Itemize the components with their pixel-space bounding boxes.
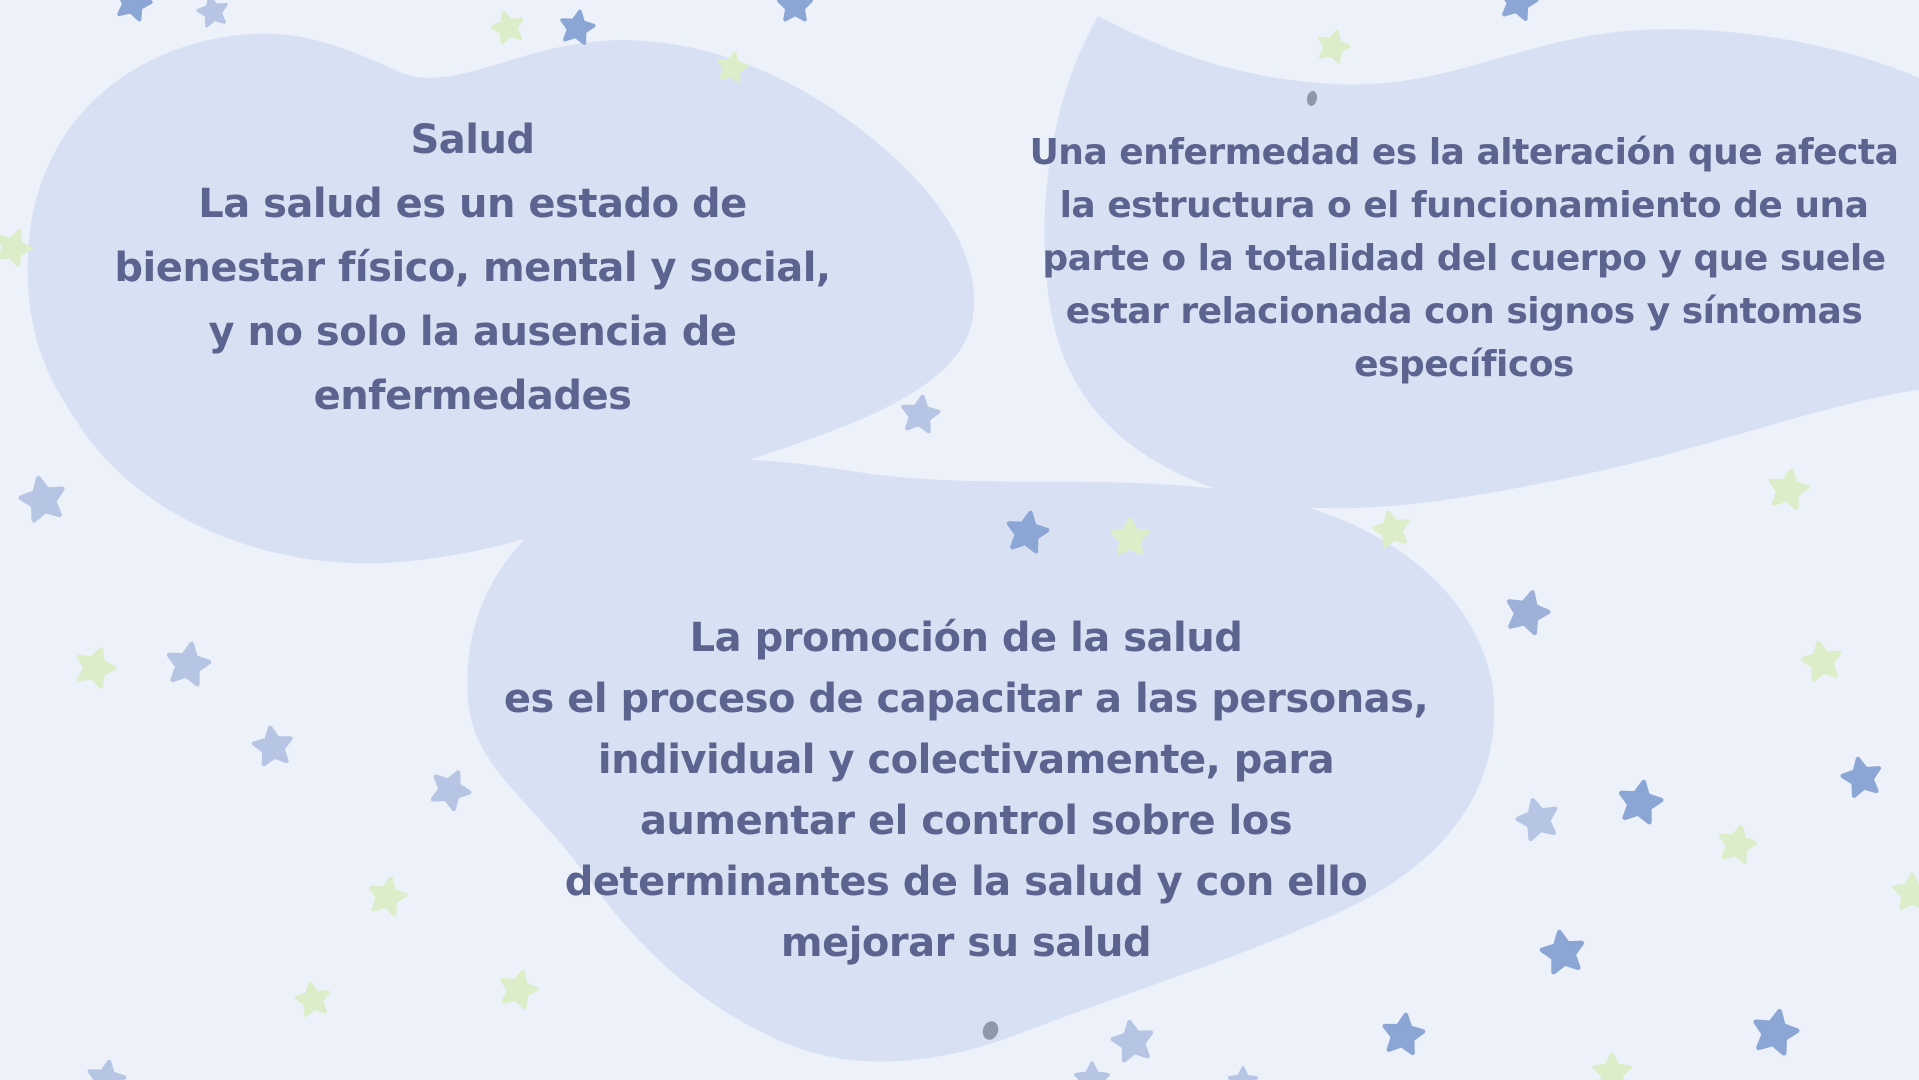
card-enfermedad-line: Una enfermedad es la alteración que afecta [1029,132,1899,173]
card-enfermedad-line: la estructura o el funcionamiento de una [1059,185,1869,226]
card-promocion-line: determinantes de la salud y con ello [564,859,1368,905]
card-enfermedad-line: parte o la totalidad del cuerpo y que suele [1042,238,1886,279]
card-promocion-line: La promoción de la salud [689,615,1243,661]
card-salud-line: Salud [410,117,535,163]
card-promocion [440,608,1492,974]
card-enfermedad-line: estar relacionada con signos y síntomas [1065,291,1863,332]
card-salud-line: bienestar físico, mental y social, [114,245,831,291]
card-promocion-line: individual y colectivamente, para [597,737,1335,783]
card-promocion-line: mejorar su salud [780,920,1152,966]
card-salud-line: y no solo la ausencia de [208,309,737,355]
card-salud-line: enfermedades [313,373,632,419]
card-enfermedad-line: específicos [1354,344,1574,385]
card-promocion-line: aumentar el control sobre los [639,798,1293,844]
card-salud [65,108,880,428]
card-salud-line: La salud es un estado de [198,181,747,227]
card-promocion-line: es el proceso de capacitar a las personas, [503,676,1429,722]
card-enfermedad [1010,126,1918,391]
